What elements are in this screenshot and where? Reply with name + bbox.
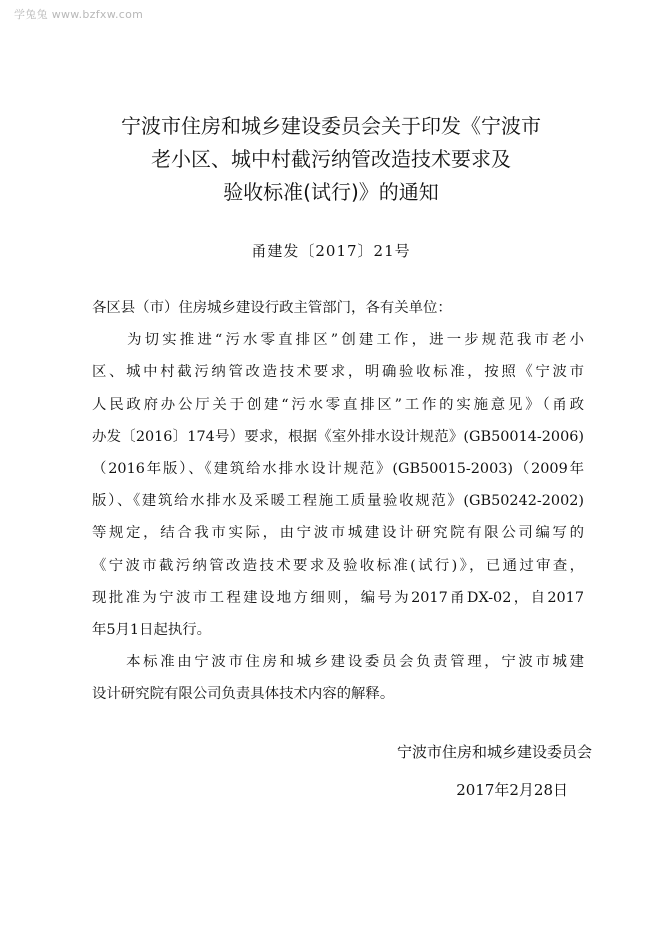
title-line: 老小区、城中村截污纳管改造技术要求及 (151, 147, 511, 171)
watermark: 学兔兔 www.bzfxw.com (14, 8, 144, 21)
body-line: 办发〔2016〕174号）要求，根据《室外排水设计规范》(GB50014-2006) (92, 428, 584, 445)
signature-block (397, 733, 592, 809)
salutation-line: 各区县（市）住房城乡建设行政主管部门，各有关单位： (92, 300, 452, 316)
document-number: 甬建发〔2017〕21号 (251, 242, 411, 260)
document-title (0, 110, 662, 209)
body-line: 人民政府办公厅关于创建“污水零直排区”工作的实施意见》（甬政 (92, 396, 584, 413)
body-line: （2016年版）、《建筑给水排水设计规范》(GB50015-2003)（2009年 (92, 460, 584, 477)
body-line: 《宁波市截污纳管改造技术要求及验收标准(试行)》，已通过审查， (92, 557, 584, 574)
title-line: 宁波市住房和城乡建设委员会关于印发《宁波市 (121, 114, 541, 138)
notice-body (92, 292, 584, 710)
body-line: 等规定，结合我市实际，由宁波市城建设计研究院有限公司编写的 (92, 525, 584, 542)
body-line: 为切实推进“污水零直排区”创建工作，进一步规范我市老小 (92, 332, 584, 349)
body-line: 设计研究院有限公司负责具体技术内容的解释。 (92, 686, 395, 703)
title-line: 验收标准(试行)》的通知 (223, 180, 439, 204)
body-line: 区、城中村截污纳管改造技术要求，明确验收标准，按照《宁波市 (92, 364, 584, 381)
body-line: 本标准由宁波市住房和城乡建设委员会负责管理，宁波市城建 (92, 654, 584, 671)
body-line: 年5月1日起执行。 (92, 621, 212, 638)
signature-organization: 宁波市住房和城乡建设委员会 (396, 743, 592, 761)
signature-date: 2017年2月28日 (456, 781, 568, 799)
body-line: 版）、《建筑给水排水及采暖工程施工质量验收规范》(GB50242-2002) (92, 493, 584, 510)
body-line: 现批准为宁波市工程建设地方细则，编号为2017甬DX-02，自2017 (92, 589, 584, 606)
